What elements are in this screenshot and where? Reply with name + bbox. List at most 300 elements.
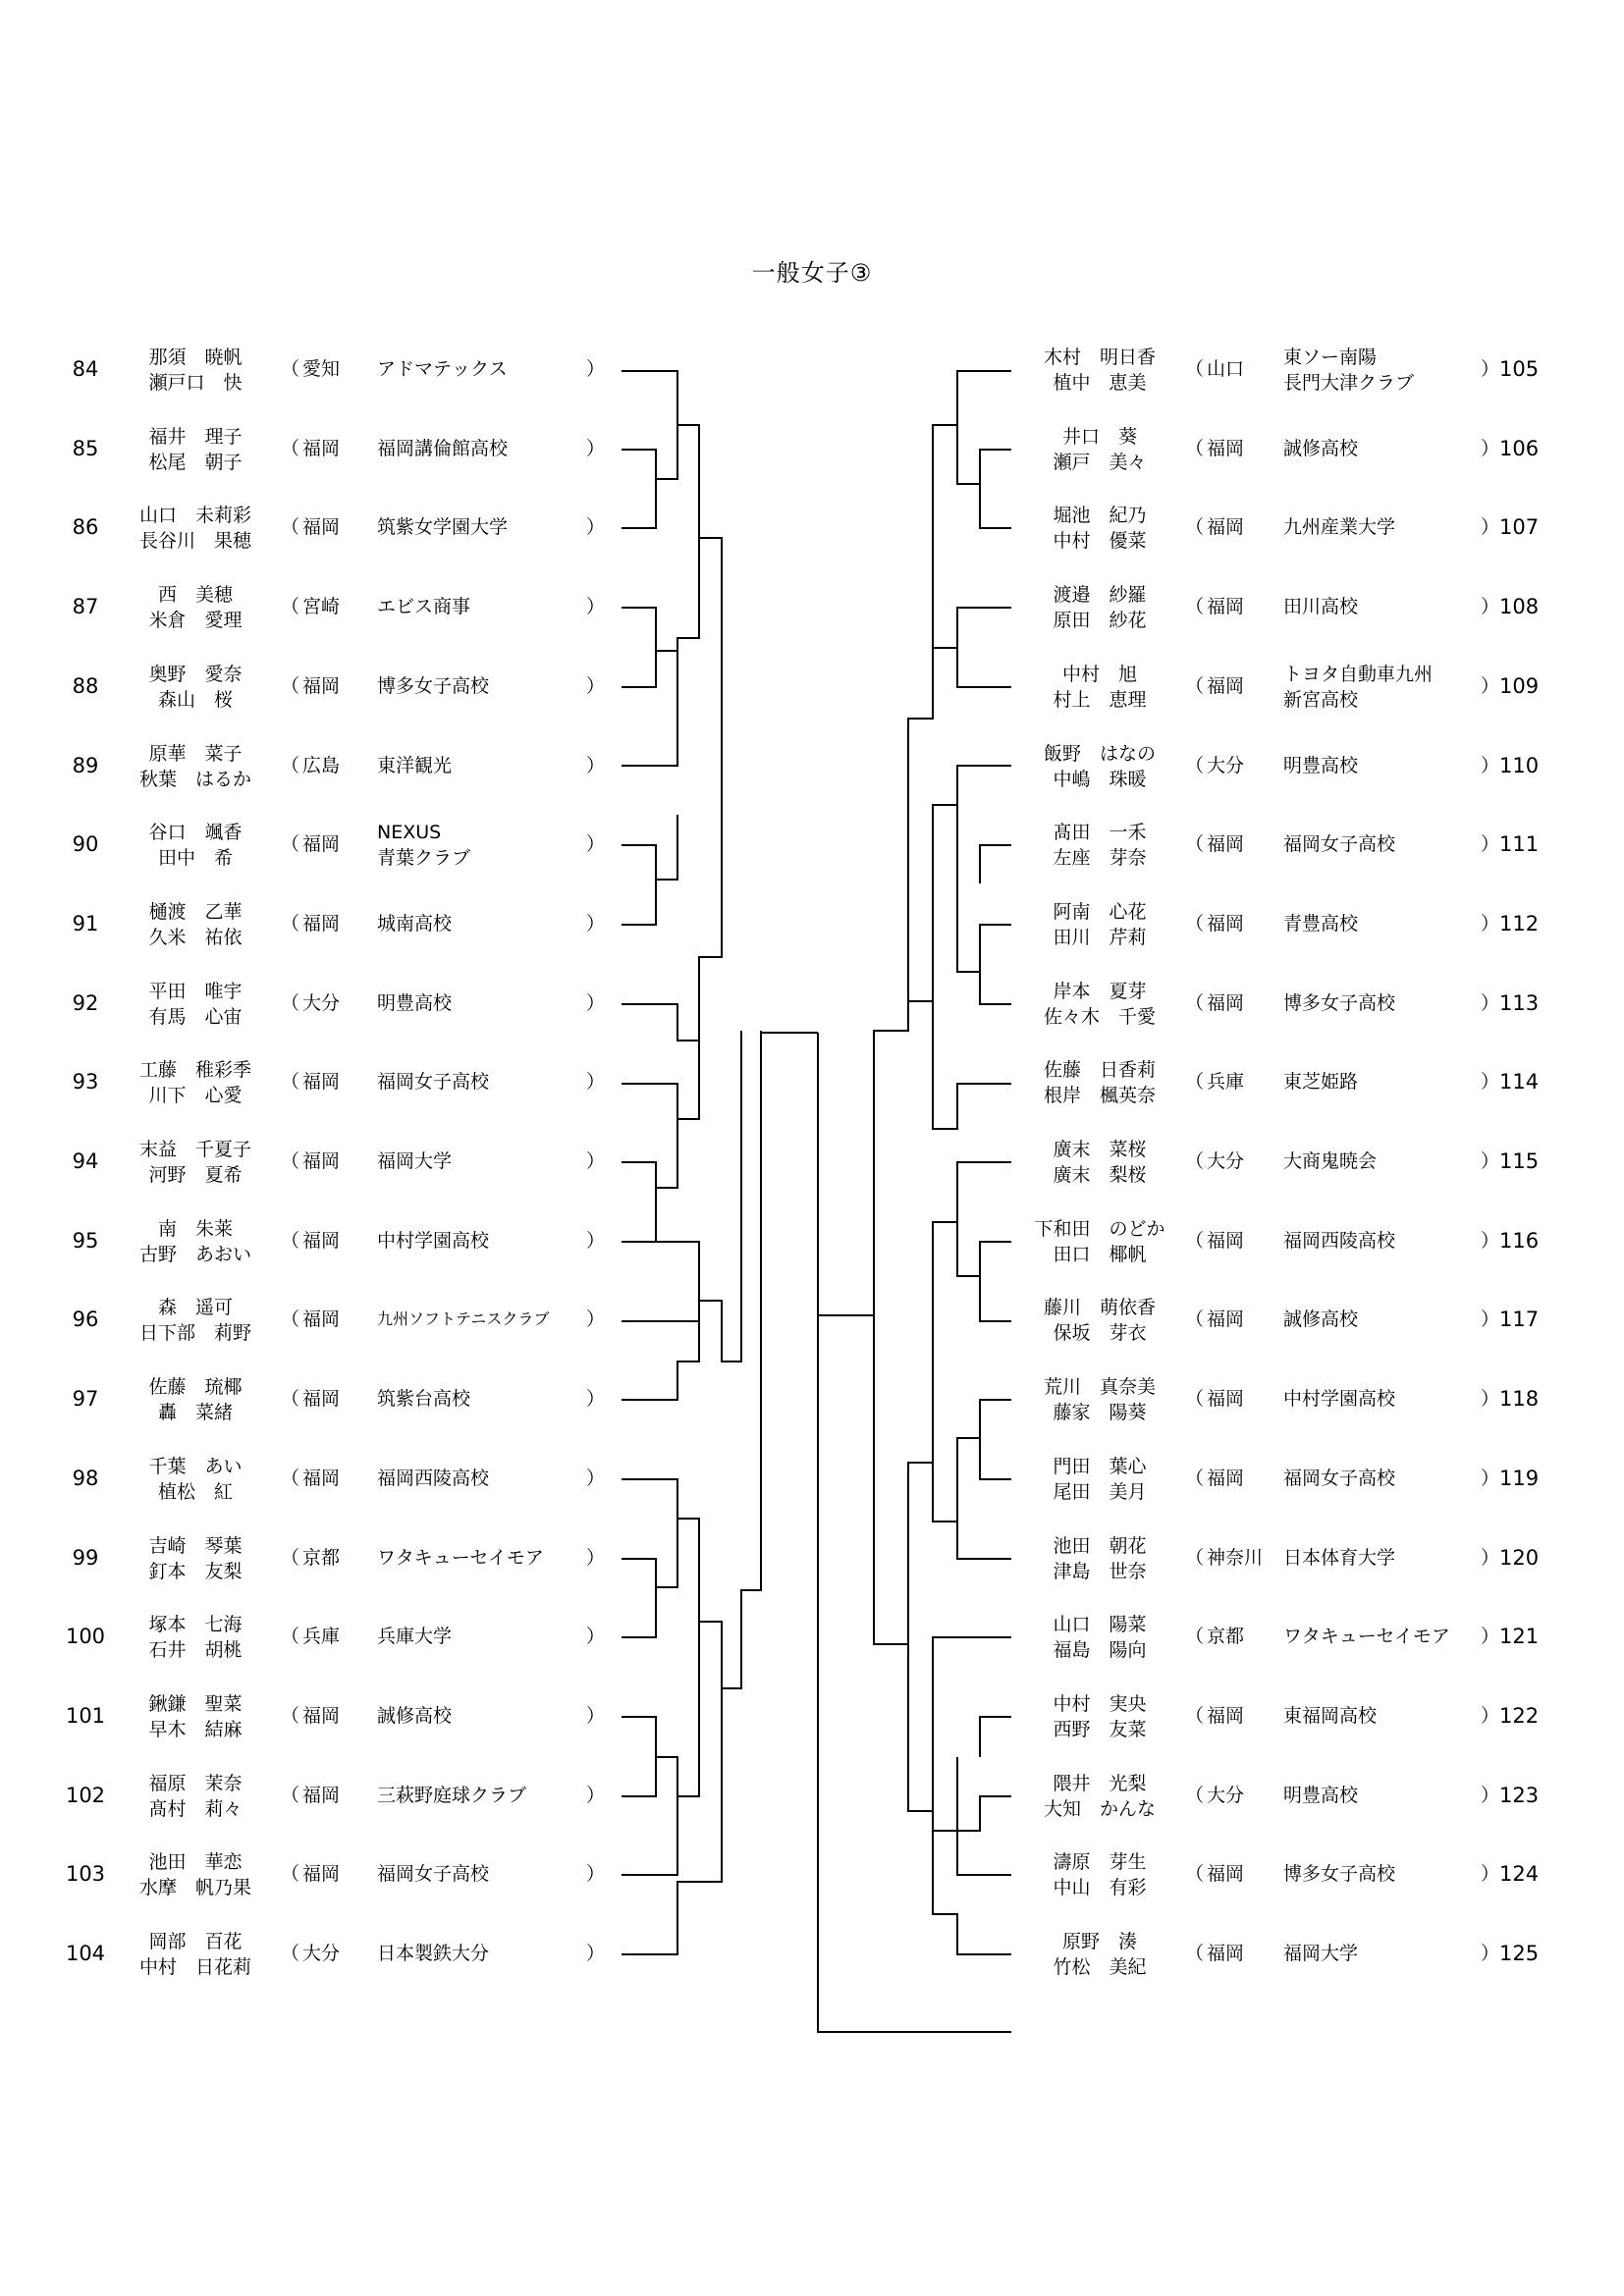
player-1-name: 鍬鎌 聖菜 xyxy=(148,1692,243,1715)
entry-number: 116 xyxy=(1499,1228,1540,1253)
entry-number: 117 xyxy=(1499,1308,1540,1332)
player-2-name: 秋葉 はるか xyxy=(138,768,251,790)
entry-number: 86 xyxy=(72,515,99,540)
paren-close: ） xyxy=(586,437,606,459)
club-name: 筑紫台高校 xyxy=(377,1388,471,1411)
club-name: 東洋観光 xyxy=(377,754,453,776)
player-2-name: 久米 祐依 xyxy=(148,926,243,948)
prefecture: 福岡 xyxy=(302,516,341,539)
club-name: 中村学園高校 xyxy=(1283,1388,1396,1411)
paren-close: ） xyxy=(586,358,606,380)
entry-number: 100 xyxy=(65,1625,106,1649)
entry-number: 119 xyxy=(1499,1466,1540,1490)
player-1-name: 中村 実央 xyxy=(1053,1692,1147,1715)
prefecture: 福岡 xyxy=(1207,1943,1245,1964)
club-name: 福岡西陵高校 xyxy=(1283,1229,1396,1252)
entry-number: 121 xyxy=(1499,1625,1540,1649)
entry-number: 110 xyxy=(1499,753,1540,777)
entry-number: 104 xyxy=(65,1942,106,1965)
page-title: 一般女子③ xyxy=(751,259,873,287)
paren-close: ） xyxy=(586,912,606,934)
player-1-name: 吉崎 琴葉 xyxy=(148,1534,243,1557)
player-2-name: 瀬戸口 快 xyxy=(148,372,243,394)
player-2-name: 長谷川 果穂 xyxy=(138,530,251,553)
bracket-line xyxy=(622,1479,699,1637)
player-2-name: 保坂 芽衣 xyxy=(1053,1322,1147,1345)
prefecture: 福岡 xyxy=(302,912,341,934)
bracket-line xyxy=(761,1033,1011,2032)
player-1-name: 原野 湊 xyxy=(1061,1931,1137,1952)
player-2-name: 川下 心愛 xyxy=(148,1085,243,1107)
player-1-name: 那須 暁帆 xyxy=(148,347,243,368)
paren-open: （ xyxy=(281,1150,300,1172)
player-1-name: 井口 葵 xyxy=(1061,425,1137,448)
paren-open: （ xyxy=(281,1546,300,1569)
player-2-name: 田中 希 xyxy=(157,847,233,870)
paren-open: （ xyxy=(1185,596,1205,618)
bracket-line xyxy=(933,371,1011,719)
bracket-line xyxy=(622,538,722,766)
entry-number: 124 xyxy=(1499,1862,1540,1887)
entry-number: 101 xyxy=(65,1703,106,1728)
paren-close: ） xyxy=(586,1229,606,1252)
club-name: 田川高校 xyxy=(1283,596,1359,618)
paren-close: ） xyxy=(586,991,606,1014)
paren-close: ） xyxy=(586,1626,606,1648)
prefecture: 神奈川 xyxy=(1207,1546,1264,1569)
paren-open: （ xyxy=(1185,437,1205,459)
player-2-name: 田口 椰帆 xyxy=(1053,1243,1147,1265)
paren-open: （ xyxy=(1185,1150,1205,1172)
paren-open: （ xyxy=(1185,1308,1205,1331)
prefecture: 福岡 xyxy=(1207,674,1245,697)
entry-number: 95 xyxy=(72,1228,99,1253)
player-2-name: 轟 菜緒 xyxy=(157,1402,233,1424)
club-name: ワタキューセイモア xyxy=(377,1546,544,1569)
player-1-name: 渡邉 紗羅 xyxy=(1053,584,1147,607)
paren-open: （ xyxy=(281,516,300,539)
paren-close: ） xyxy=(1481,991,1500,1014)
prefecture: 兵庫 xyxy=(302,1626,341,1648)
prefecture: 福岡 xyxy=(302,1229,341,1252)
player-1-name: 木村 明日香 xyxy=(1043,347,1156,368)
entry-number: 107 xyxy=(1499,515,1540,540)
club-name: アドマテックス xyxy=(377,358,508,380)
prefecture: 大分 xyxy=(302,1943,341,1964)
club-name: 博多女子高校 xyxy=(1283,991,1396,1014)
club-name-2: 新宮高校 xyxy=(1283,688,1359,711)
club-name: 福岡大学 xyxy=(1283,1943,1359,1964)
prefecture: 福岡 xyxy=(302,833,341,856)
player-1-name: 池田 朝花 xyxy=(1053,1534,1147,1557)
player-2-name: 森山 桜 xyxy=(157,688,233,711)
bracket-line xyxy=(818,1315,1011,1954)
prefecture: 福岡 xyxy=(302,1704,341,1727)
player-1-name: 福原 茉奈 xyxy=(148,1772,243,1794)
paren-close: ） xyxy=(1481,1704,1500,1727)
club-name: ワタキューセイモア xyxy=(1283,1626,1450,1648)
prefecture: 京都 xyxy=(302,1546,341,1569)
player-1-name: 谷口 颯香 xyxy=(148,822,243,844)
club-name: 城南高校 xyxy=(377,912,453,934)
player-1-name: 髙田 一禾 xyxy=(1053,822,1147,844)
paren-open: （ xyxy=(281,1943,300,1964)
paren-open: （ xyxy=(281,358,300,380)
entry-number: 111 xyxy=(1499,832,1540,857)
player-1-name: 奥野 愛奈 xyxy=(148,663,243,685)
prefecture: 福岡 xyxy=(302,1467,341,1489)
entry-number: 96 xyxy=(72,1308,99,1332)
club-name: 兵庫大学 xyxy=(377,1626,453,1648)
paren-open: （ xyxy=(1185,1388,1205,1411)
entry-number: 103 xyxy=(65,1862,106,1887)
paren-close: ） xyxy=(1481,1863,1500,1886)
paren-open: （ xyxy=(1185,1943,1205,1964)
entry-number: 97 xyxy=(72,1387,99,1412)
prefecture: 福岡 xyxy=(1207,1388,1245,1411)
prefecture: 福岡 xyxy=(302,1308,341,1331)
club-name: 日本製鉄大分 xyxy=(377,1943,490,1964)
prefecture: 福岡 xyxy=(1207,437,1245,459)
club-name: 誠修高校 xyxy=(1283,1308,1359,1331)
entry-number: 118 xyxy=(1499,1387,1540,1412)
player-2-name: 中嶋 珠暖 xyxy=(1053,768,1147,790)
club-name: 東福岡高校 xyxy=(1283,1704,1378,1727)
paren-open: （ xyxy=(1185,674,1205,697)
paren-open: （ xyxy=(281,1071,300,1094)
bracket-line xyxy=(908,1400,1011,1644)
paren-close: ） xyxy=(1481,1467,1500,1489)
club-name: 青豊高校 xyxy=(1283,912,1359,934)
player-2-name: 米倉 愛理 xyxy=(148,610,243,632)
paren-open: （ xyxy=(281,674,300,697)
paren-close: ） xyxy=(586,674,606,697)
bracket-line xyxy=(622,815,699,1041)
club-name-2: 長門大津クラブ xyxy=(1283,372,1415,394)
paren-close: ） xyxy=(586,833,606,856)
paren-open: （ xyxy=(1185,754,1205,776)
paren-close: ） xyxy=(586,1467,606,1489)
entry-number: 125 xyxy=(1499,1942,1540,1965)
paren-open: （ xyxy=(281,596,300,618)
paren-close: ） xyxy=(1481,358,1500,380)
paren-open: （ xyxy=(281,754,300,776)
paren-close: ） xyxy=(586,596,606,618)
player-2-name: 廣末 梨桜 xyxy=(1053,1164,1147,1186)
paren-close: ） xyxy=(1481,1071,1500,1094)
player-1-name: 隈井 光梨 xyxy=(1053,1772,1147,1794)
paren-open: （ xyxy=(1185,1626,1205,1648)
player-2-name: 早木 結麻 xyxy=(148,1718,243,1740)
paren-close: ） xyxy=(586,754,606,776)
bracket-line xyxy=(933,1637,1011,1875)
player-2-name: 原田 紗花 xyxy=(1053,610,1147,632)
paren-open: （ xyxy=(281,1229,300,1252)
club-name: 筑紫女学園大学 xyxy=(377,516,509,539)
entry-number: 105 xyxy=(1499,357,1540,381)
entry-number: 122 xyxy=(1499,1703,1540,1728)
club-name-2: 青葉クラブ xyxy=(377,847,471,870)
player-1-name: 工藤 稚彩季 xyxy=(138,1059,251,1082)
club-name: 九州ソフトテニスクラブ xyxy=(377,1309,550,1329)
player-2-name: 石井 胡桃 xyxy=(148,1639,243,1662)
paren-open: （ xyxy=(1185,1467,1205,1489)
paren-open: （ xyxy=(1185,912,1205,934)
entry-number: 112 xyxy=(1499,911,1540,935)
paren-open: （ xyxy=(1185,358,1205,380)
player-2-name: 左座 芽奈 xyxy=(1053,847,1147,870)
paren-close: ） xyxy=(586,1308,606,1331)
club-name: 福岡西陵高校 xyxy=(377,1467,490,1489)
player-2-name: 竹松 美紀 xyxy=(1053,1956,1147,1978)
player-1-name: 阿南 心花 xyxy=(1053,900,1147,923)
player-1-name: 下和田 のどか xyxy=(1034,1217,1165,1240)
club-name: 明豊高校 xyxy=(1283,754,1359,776)
player-2-name: 村上 恵理 xyxy=(1053,688,1147,711)
prefecture: 京都 xyxy=(1207,1626,1245,1648)
player-2-name: 髙村 莉々 xyxy=(148,1797,243,1820)
player-1-name: 原華 菜子 xyxy=(148,742,243,765)
club-name: 東芝姫路 xyxy=(1283,1071,1359,1094)
club-name: NEXUS xyxy=(377,822,442,844)
prefecture: 宮崎 xyxy=(302,596,341,618)
player-1-name: 福井 理子 xyxy=(148,425,243,448)
player-1-name: 塚本 七海 xyxy=(148,1614,243,1636)
paren-close: ） xyxy=(586,1071,606,1094)
paren-close: ） xyxy=(586,1784,606,1806)
player-2-name: 古野 あおい xyxy=(138,1243,251,1265)
entry-number: 109 xyxy=(1499,673,1540,698)
player-1-name: 中村 旭 xyxy=(1061,663,1137,685)
player-2-name: 津島 世奈 xyxy=(1053,1560,1147,1582)
paren-close: ） xyxy=(586,1943,606,1964)
prefecture: 福岡 xyxy=(1207,1229,1245,1252)
player-1-name: 岡部 百花 xyxy=(148,1931,243,1952)
bracket-line xyxy=(622,714,722,1242)
club-name: 三萩野庭球クラブ xyxy=(377,1784,527,1806)
prefecture: 兵庫 xyxy=(1207,1071,1245,1094)
paren-close: ） xyxy=(1481,833,1500,856)
prefecture: 福岡 xyxy=(1207,912,1245,934)
prefecture: 福岡 xyxy=(1207,596,1245,618)
paren-close: ） xyxy=(1481,1626,1500,1648)
entry-number: 85 xyxy=(72,436,99,460)
prefecture: 福岡 xyxy=(1207,1704,1245,1727)
entry-number: 92 xyxy=(72,990,99,1015)
entry-number: 108 xyxy=(1499,595,1540,619)
player-2-name: 瀬戸 美々 xyxy=(1053,451,1147,473)
club-name: エビス商事 xyxy=(377,596,471,618)
bracket-line xyxy=(933,1162,1011,1463)
player-2-name: 植松 紅 xyxy=(157,1480,233,1503)
player-2-name: 佐々木 千愛 xyxy=(1043,1005,1156,1028)
player-2-name: 藤家 陽葵 xyxy=(1053,1402,1147,1424)
paren-close: ） xyxy=(586,1863,606,1886)
paren-open: （ xyxy=(1185,1071,1205,1094)
prefecture: 福岡 xyxy=(302,674,341,697)
player-1-name: 山口 未莉彩 xyxy=(138,505,251,527)
entry-number: 87 xyxy=(72,595,99,619)
paren-open: （ xyxy=(281,912,300,934)
player-2-name: 松尾 朝子 xyxy=(148,451,243,473)
player-2-name: 田川 芹莉 xyxy=(1053,926,1147,948)
player-1-name: 佐藤 日香莉 xyxy=(1043,1059,1156,1082)
paren-open: （ xyxy=(1185,1784,1205,1806)
club-name: 誠修高校 xyxy=(377,1704,453,1727)
player-1-name: 西 美穂 xyxy=(157,584,233,607)
prefecture: 福岡 xyxy=(302,1150,341,1172)
player-1-name: 末益 千夏子 xyxy=(138,1139,251,1160)
entry-number: 88 xyxy=(72,673,99,698)
prefecture: 福岡 xyxy=(302,1388,341,1411)
bracket-line xyxy=(622,1031,761,1954)
paren-close: ） xyxy=(1481,1308,1500,1331)
paren-open: （ xyxy=(281,991,300,1014)
player-2-name: 有馬 心宙 xyxy=(148,1005,243,1028)
bracket-line xyxy=(622,371,699,538)
bracket-line xyxy=(933,766,1011,1001)
paren-close: ） xyxy=(586,1388,606,1411)
paren-open: （ xyxy=(1185,1863,1205,1886)
club-name: 博多女子高校 xyxy=(1283,1863,1396,1886)
player-2-name: 中山 有彩 xyxy=(1053,1877,1147,1899)
player-2-name: 尾田 美月 xyxy=(1053,1480,1147,1503)
player-1-name: 森 遥可 xyxy=(157,1297,233,1319)
club-name: 福岡女子高校 xyxy=(377,1863,490,1886)
player-1-name: 佐藤 琉椰 xyxy=(148,1376,243,1399)
player-2-name: 西野 友菜 xyxy=(1053,1718,1147,1740)
club-name: 福岡大学 xyxy=(377,1150,453,1172)
prefecture: 大分 xyxy=(1207,1150,1245,1172)
prefecture: 福岡 xyxy=(1207,1467,1245,1489)
club-name: 大商鬼暁会 xyxy=(1283,1150,1378,1172)
bracket-line xyxy=(622,1622,722,1875)
prefecture: 広島 xyxy=(302,754,341,776)
club-name: 博多女子高校 xyxy=(377,674,490,697)
player-1-name: 濤原 芽生 xyxy=(1053,1851,1147,1874)
paren-close: ） xyxy=(1481,1546,1500,1569)
prefecture: 福岡 xyxy=(302,1784,341,1806)
paren-close: ） xyxy=(586,1150,606,1172)
player-2-name: 中村 優菜 xyxy=(1053,530,1147,553)
prefecture: 福岡 xyxy=(1207,1863,1245,1886)
player-1-name: 千葉 あい xyxy=(148,1455,243,1477)
bracket-line xyxy=(908,608,1011,1031)
player-2-name: 水摩 帆乃果 xyxy=(138,1877,251,1899)
player-2-name: 釘本 友梨 xyxy=(148,1560,243,1582)
prefecture: 福岡 xyxy=(1207,991,1245,1014)
paren-open: （ xyxy=(281,1467,300,1489)
paren-open: （ xyxy=(1185,833,1205,856)
paren-open: （ xyxy=(1185,991,1205,1014)
paren-open: （ xyxy=(1185,1229,1205,1252)
entry-number: 91 xyxy=(72,911,99,935)
paren-close: ） xyxy=(1481,1784,1500,1806)
club-name: 明豊高校 xyxy=(1283,1784,1359,1806)
player-1-name: 藤川 萌依香 xyxy=(1043,1297,1156,1319)
player-1-name: 飯野 はなの xyxy=(1043,742,1156,765)
club-name: 中村学園高校 xyxy=(377,1229,490,1252)
prefecture: 福岡 xyxy=(1207,833,1245,856)
club-name: 誠修高校 xyxy=(1283,437,1359,459)
entry-number: 123 xyxy=(1499,1783,1540,1807)
entry-number: 106 xyxy=(1499,436,1540,460)
player-1-name: 南 朱莱 xyxy=(157,1217,233,1240)
player-1-name: 門田 葉心 xyxy=(1053,1455,1147,1477)
player-1-name: 山口 陽菜 xyxy=(1053,1614,1147,1636)
player-2-name: 日下部 莉野 xyxy=(138,1322,251,1345)
paren-open: （ xyxy=(281,1388,300,1411)
paren-open: （ xyxy=(281,1784,300,1806)
entry-number: 120 xyxy=(1499,1545,1540,1570)
club-name: 福岡女子高校 xyxy=(1283,1467,1396,1489)
prefecture: 福岡 xyxy=(302,1071,341,1094)
paren-close: ） xyxy=(1481,912,1500,934)
entry-number: 113 xyxy=(1499,990,1540,1015)
paren-open: （ xyxy=(1185,1704,1205,1727)
paren-close: ） xyxy=(1481,754,1500,776)
player-2-name: 中村 日花莉 xyxy=(138,1956,251,1978)
player-2-name: 植中 恵美 xyxy=(1053,372,1147,394)
player-1-name: 池田 華恋 xyxy=(148,1851,243,1874)
paren-open: （ xyxy=(281,833,300,856)
club-name: 東ソー南陽 xyxy=(1283,347,1378,368)
club-name: トヨタ自動車九州 xyxy=(1283,663,1434,685)
club-name: 福岡女子高校 xyxy=(1283,833,1396,856)
prefecture: 福岡 xyxy=(1207,1308,1245,1331)
entry-number: 90 xyxy=(72,832,99,857)
paren-close: ） xyxy=(1481,1229,1500,1252)
entry-number: 84 xyxy=(72,357,99,381)
paren-open: （ xyxy=(1185,1546,1205,1569)
paren-close: ） xyxy=(586,1704,606,1727)
club-name: 日本体育大学 xyxy=(1283,1546,1396,1569)
paren-close: ） xyxy=(1481,674,1500,697)
paren-open: （ xyxy=(1185,516,1205,539)
player-1-name: 荒川 真奈美 xyxy=(1043,1376,1156,1399)
paren-open: （ xyxy=(281,1626,300,1648)
prefecture: 愛知 xyxy=(302,358,341,380)
prefecture: 福岡 xyxy=(302,1863,341,1886)
paren-close: ） xyxy=(586,1546,606,1569)
paren-close: ） xyxy=(586,516,606,539)
bracket-line xyxy=(622,1031,741,1400)
paren-close: ） xyxy=(1481,596,1500,618)
player-2-name: 福島 陽向 xyxy=(1053,1639,1147,1662)
paren-close: ） xyxy=(1481,1150,1500,1172)
entry-number: 98 xyxy=(72,1466,99,1490)
prefecture: 大分 xyxy=(302,991,341,1014)
entry-number: 102 xyxy=(65,1783,106,1807)
club-name: 九州産業大学 xyxy=(1283,516,1396,539)
club-name: 福岡講倫館高校 xyxy=(377,437,509,459)
player-2-name: 河野 夏希 xyxy=(148,1164,243,1186)
paren-close: ） xyxy=(1481,1388,1500,1411)
player-1-name: 平田 唯宇 xyxy=(148,980,243,1002)
paren-open: （ xyxy=(281,1308,300,1331)
prefecture: 福岡 xyxy=(302,437,341,459)
prefecture: 大分 xyxy=(1207,754,1245,776)
player-1-name: 廣末 菜桜 xyxy=(1053,1139,1147,1160)
player-1-name: 堀池 紀乃 xyxy=(1053,505,1147,527)
prefecture: 大分 xyxy=(1207,1784,1245,1806)
paren-open: （ xyxy=(281,437,300,459)
entry-number: 115 xyxy=(1499,1149,1540,1173)
club-name: 明豊高校 xyxy=(377,991,453,1014)
entry-number: 114 xyxy=(1499,1070,1540,1095)
paren-close: ） xyxy=(1481,437,1500,459)
entry-number: 94 xyxy=(72,1149,99,1173)
